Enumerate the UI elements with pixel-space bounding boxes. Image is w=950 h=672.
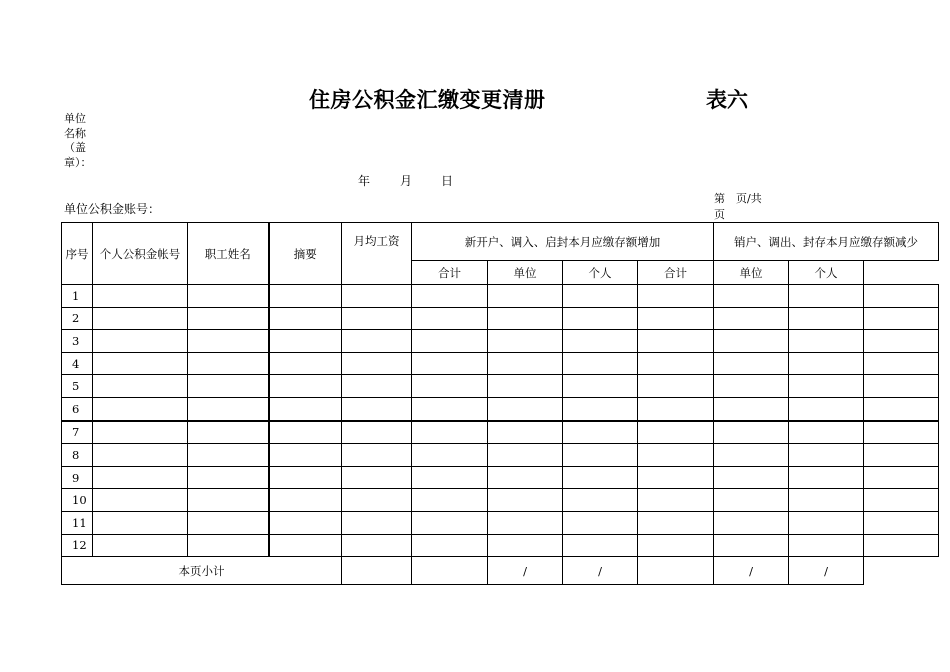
row-cell <box>188 444 269 467</box>
row-cell <box>269 285 342 308</box>
row-cell <box>412 534 488 557</box>
row-cell <box>269 489 342 512</box>
row-cell <box>93 330 188 353</box>
row-cell <box>789 352 864 375</box>
row-cell <box>93 352 188 375</box>
page-info: 第 页/共 页 <box>714 192 773 221</box>
row-cell <box>864 330 939 353</box>
row-cell <box>638 285 714 308</box>
row-cell <box>342 534 412 557</box>
row-cell <box>188 330 269 353</box>
subtotal-increase-individual: / <box>563 557 638 585</box>
row-seq: 1 <box>62 285 93 308</box>
row-seq: 6 <box>62 397 93 420</box>
row-cell <box>563 330 638 353</box>
row-cell <box>342 489 412 512</box>
row-cell <box>638 375 714 398</box>
row-cell <box>638 534 714 557</box>
row-cell <box>412 511 488 534</box>
row-cell <box>269 330 342 353</box>
header-personal-account: 个人公积金帐号 <box>93 223 188 285</box>
row-cell <box>188 489 269 512</box>
table-row <box>62 534 939 557</box>
row-cell <box>789 397 864 420</box>
table-row <box>62 466 939 489</box>
date-day: 日 <box>441 174 454 188</box>
row-cell <box>789 466 864 489</box>
row-cell <box>412 421 488 444</box>
subtotal-monthly-wage <box>342 557 412 585</box>
header-increase-total: 合计 <box>412 261 488 285</box>
row-cell <box>488 466 563 489</box>
row-cell <box>188 307 269 330</box>
change-register-table <box>61 222 939 585</box>
unit-name-label: 单位名称（盖章）： <box>64 112 92 169</box>
row-cell <box>412 375 488 398</box>
row-cell <box>714 421 789 444</box>
row-cell <box>864 534 939 557</box>
row-cell <box>188 466 269 489</box>
row-seq: 7 <box>62 421 93 444</box>
subtotal-decrease-unit: / <box>714 557 789 585</box>
row-seq: 11 <box>62 511 93 534</box>
table-row <box>62 307 939 330</box>
row-cell <box>412 330 488 353</box>
row-cell <box>93 397 188 420</box>
header-summary: 摘要 <box>269 223 342 285</box>
row-cell <box>789 307 864 330</box>
row-cell <box>563 307 638 330</box>
row-cell <box>864 466 939 489</box>
row-cell <box>488 511 563 534</box>
row-cell <box>488 285 563 308</box>
row-cell <box>488 352 563 375</box>
table-number: 表六 <box>706 87 748 112</box>
row-cell <box>269 444 342 467</box>
row-cell <box>638 397 714 420</box>
row-cell <box>638 421 714 444</box>
row-cell <box>789 444 864 467</box>
row-cell <box>488 534 563 557</box>
header-increase-unit: 单位 <box>488 261 563 285</box>
header-decrease-unit: 单位 <box>714 261 789 285</box>
row-cell <box>412 444 488 467</box>
row-cell <box>563 489 638 512</box>
row-cell <box>864 421 939 444</box>
row-cell <box>412 466 488 489</box>
row-seq: 3 <box>62 330 93 353</box>
row-cell <box>93 307 188 330</box>
header-increase-group: 新开户、调入、启封本月应缴存额增加 <box>412 223 714 261</box>
row-cell <box>342 375 412 398</box>
table-row <box>62 352 939 375</box>
subtotal-increase-unit: / <box>488 557 563 585</box>
row-cell <box>714 307 789 330</box>
table-row <box>62 375 939 398</box>
row-cell <box>488 330 563 353</box>
row-cell <box>188 511 269 534</box>
page-title: 住房公积金汇缴变更清册 <box>309 87 546 112</box>
row-cell <box>714 534 789 557</box>
row-cell <box>638 444 714 467</box>
row-cell <box>563 397 638 420</box>
row-cell <box>93 444 188 467</box>
row-cell <box>563 352 638 375</box>
row-cell <box>714 489 789 512</box>
row-cell <box>342 307 412 330</box>
header-monthly-wage: 月均工资 <box>342 223 412 285</box>
row-cell <box>188 375 269 398</box>
row-cell <box>342 421 412 444</box>
row-cell <box>342 511 412 534</box>
header-decrease-total: 合计 <box>638 261 714 285</box>
row-cell <box>789 330 864 353</box>
row-cell <box>864 444 939 467</box>
row-cell <box>488 489 563 512</box>
row-cell <box>563 444 638 467</box>
row-cell <box>188 421 269 444</box>
row-cell <box>563 421 638 444</box>
row-cell <box>412 489 488 512</box>
row-cell <box>714 511 789 534</box>
row-seq: 2 <box>62 307 93 330</box>
row-cell <box>269 307 342 330</box>
row-cell <box>714 466 789 489</box>
row-cell <box>638 489 714 512</box>
row-cell <box>638 511 714 534</box>
table-row <box>62 330 939 353</box>
subtotal-increase-total <box>412 557 488 585</box>
row-cell <box>488 421 563 444</box>
row-cell <box>342 466 412 489</box>
subtotal-decrease-individual: / <box>789 557 864 585</box>
row-cell <box>789 421 864 444</box>
date-row <box>358 172 453 189</box>
date-month: 月 <box>400 174 413 188</box>
row-cell <box>714 330 789 353</box>
row-cell <box>789 489 864 512</box>
row-cell <box>864 511 939 534</box>
row-cell <box>342 330 412 353</box>
row-cell <box>93 466 188 489</box>
subtotal-decrease-total <box>638 557 714 585</box>
row-cell <box>93 534 188 557</box>
row-cell <box>864 397 939 420</box>
row-cell <box>412 397 488 420</box>
row-cell <box>412 285 488 308</box>
table-row <box>62 285 939 308</box>
row-cell <box>638 352 714 375</box>
row-cell <box>93 421 188 444</box>
table-row <box>62 489 939 512</box>
row-cell <box>93 511 188 534</box>
row-cell <box>714 285 789 308</box>
row-seq: 9 <box>62 466 93 489</box>
row-cell <box>563 466 638 489</box>
row-cell <box>269 375 342 398</box>
row-cell <box>864 352 939 375</box>
header-employee-name: 职工姓名 <box>188 223 269 285</box>
row-cell <box>342 444 412 467</box>
row-cell <box>188 285 269 308</box>
row-cell <box>269 352 342 375</box>
row-seq: 8 <box>62 444 93 467</box>
row-cell <box>563 511 638 534</box>
row-cell <box>488 397 563 420</box>
row-cell <box>789 285 864 308</box>
row-cell <box>864 375 939 398</box>
row-cell <box>864 285 939 308</box>
row-cell <box>188 352 269 375</box>
row-cell <box>789 534 864 557</box>
row-cell <box>412 307 488 330</box>
row-cell <box>269 421 342 444</box>
row-cell <box>269 466 342 489</box>
row-seq: 10 <box>62 489 93 512</box>
row-cell <box>638 466 714 489</box>
row-seq: 4 <box>62 352 93 375</box>
row-cell <box>714 352 789 375</box>
table-row <box>62 421 939 444</box>
row-cell <box>864 489 939 512</box>
row-cell <box>342 285 412 308</box>
row-cell <box>714 375 789 398</box>
row-cell <box>488 444 563 467</box>
subtotal-label: 本页小计 <box>62 557 342 585</box>
row-cell <box>93 375 188 398</box>
row-cell <box>638 330 714 353</box>
row-cell <box>412 352 488 375</box>
row-cell <box>714 397 789 420</box>
row-cell <box>563 375 638 398</box>
row-cell <box>638 307 714 330</box>
header-increase-individual: 个人 <box>563 261 638 285</box>
row-cell <box>188 534 269 557</box>
row-cell <box>93 489 188 512</box>
table-row <box>62 511 939 534</box>
row-seq: 12 <box>62 534 93 557</box>
row-cell <box>188 397 269 420</box>
row-cell <box>563 285 638 308</box>
row-cell <box>714 444 789 467</box>
header-decrease-group: 销户、调出、封存本月应缴存额减少 <box>714 223 939 261</box>
header-decrease-individual: 个人 <box>789 261 864 285</box>
row-cell <box>342 397 412 420</box>
header-seq: 序号 <box>62 223 93 285</box>
row-seq: 5 <box>62 375 93 398</box>
row-cell <box>488 375 563 398</box>
account-label: 单位公积金账号： <box>64 202 161 216</box>
table-row <box>62 444 939 467</box>
row-cell <box>269 397 342 420</box>
row-cell <box>488 307 563 330</box>
row-cell <box>93 285 188 308</box>
row-cell <box>269 511 342 534</box>
date-year: 年 <box>358 174 371 188</box>
row-cell <box>563 534 638 557</box>
row-cell <box>342 352 412 375</box>
table-row <box>62 397 939 420</box>
row-cell <box>269 534 342 557</box>
row-cell <box>864 307 939 330</box>
row-cell <box>789 511 864 534</box>
row-cell <box>789 375 864 398</box>
